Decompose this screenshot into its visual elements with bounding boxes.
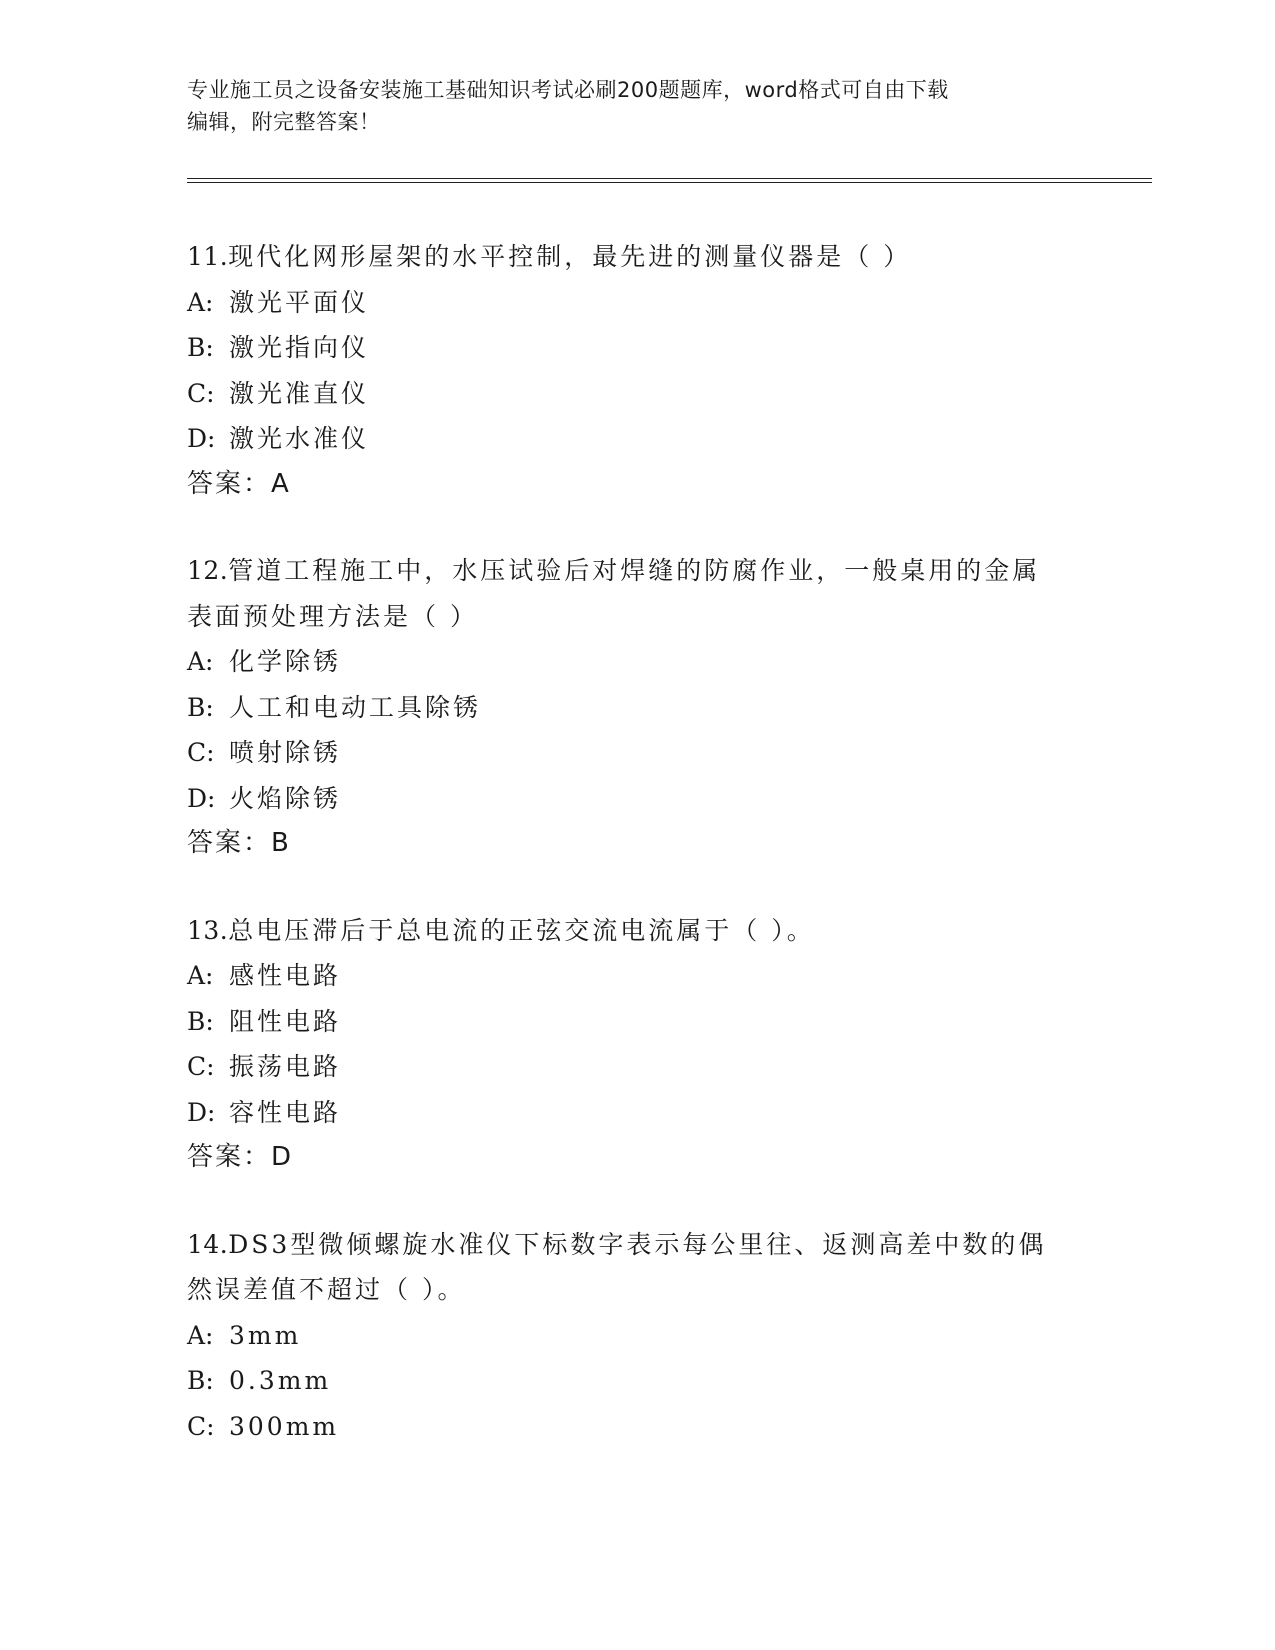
answer-label: 答案： xyxy=(187,1142,272,1172)
option-item xyxy=(187,1404,1087,1450)
question-number: 13. xyxy=(187,915,229,945)
answer-line xyxy=(187,462,1087,508)
option-item xyxy=(187,416,1087,462)
question-stem xyxy=(187,548,1087,594)
answer-value: B xyxy=(271,828,289,858)
answer-label: 答案： xyxy=(187,468,272,499)
option-item xyxy=(187,639,1087,685)
option-text: 0.3mm xyxy=(229,1366,332,1395)
option-text: 化学除锈 xyxy=(229,647,342,676)
option-key: B: xyxy=(187,1366,214,1395)
question-stem-continued xyxy=(187,1267,1087,1313)
header-line-2: 编辑，附完整答案！ xyxy=(187,110,381,134)
answer-value: A xyxy=(271,468,289,499)
option-text: 激光水准仪 xyxy=(229,424,370,453)
option-text: 阻性电路 xyxy=(229,1006,342,1036)
option-item xyxy=(187,325,1087,371)
option-text: 火焰除锈 xyxy=(229,783,342,813)
option-text: 容性电路 xyxy=(229,1097,342,1127)
document-header xyxy=(187,74,1067,138)
option-item xyxy=(187,371,1087,417)
answer-label: 答案： xyxy=(187,828,272,858)
option-key: C: xyxy=(187,378,215,408)
option-key: A: xyxy=(187,1320,214,1350)
answer-line xyxy=(187,821,1087,867)
option-key: A: xyxy=(187,961,214,990)
option-key: C: xyxy=(187,1052,215,1081)
option-text: 3mm xyxy=(229,1320,302,1350)
option-item xyxy=(187,1358,1087,1404)
question-number: 12. xyxy=(187,556,229,585)
option-text: 喷射除锈 xyxy=(229,738,342,767)
option-key: C: xyxy=(187,738,215,767)
question-block xyxy=(187,1222,1087,1450)
option-key: A: xyxy=(187,287,214,317)
option-item xyxy=(187,730,1087,776)
option-item xyxy=(187,280,1087,326)
option-text: 振荡电路 xyxy=(229,1052,342,1081)
option-text: 激光平面仪 xyxy=(229,287,370,317)
question-stem xyxy=(187,234,1087,280)
question-text: 表面预处理方法是（ ） xyxy=(187,601,478,631)
option-text: 感性电路 xyxy=(229,961,342,990)
option-key: B: xyxy=(187,1006,214,1036)
option-key: D: xyxy=(187,424,216,453)
option-key: C: xyxy=(187,1411,215,1441)
question-number: 14. xyxy=(187,1229,229,1259)
option-item xyxy=(187,1044,1087,1090)
option-text: 300mm xyxy=(229,1411,340,1441)
option-item xyxy=(187,776,1087,822)
question-block xyxy=(187,548,1087,867)
option-text: 激光准直仪 xyxy=(229,378,370,408)
option-item xyxy=(187,1313,1087,1359)
option-key: D: xyxy=(187,1097,216,1127)
option-key: B: xyxy=(187,692,214,722)
option-text: 激光指向仪 xyxy=(229,333,370,362)
question-text: 管道工程施工中，水压试验后对焊缝的防腐作业，一般桌用的金属 xyxy=(228,556,1041,585)
question-stem xyxy=(187,908,1087,954)
option-key: B: xyxy=(187,333,214,362)
question-stem-continued xyxy=(187,594,1087,640)
question-block xyxy=(187,908,1087,1181)
header-line-1: 专业施工员之设备安装施工基础知识考试必刷200题题库，word格式可自由下载 xyxy=(187,78,949,102)
question-list xyxy=(187,234,1087,1490)
answer-value: D xyxy=(271,1142,292,1172)
question-text: 然误差值不超过（ ）。 xyxy=(187,1275,466,1304)
question-stem xyxy=(187,1222,1087,1268)
header-divider xyxy=(187,178,1152,179)
option-text: 人工和电动工具除锈 xyxy=(229,692,482,722)
question-number: 11. xyxy=(187,242,229,271)
option-item xyxy=(187,999,1087,1045)
question-text: 现代化网形屋架的水平控制，最先进的测量仪器是（ ） xyxy=(228,242,912,271)
option-item xyxy=(187,1090,1087,1136)
question-text: DS3型微倾螺旋水准仪下标数字表示每公里往、返测高差中数的偶 xyxy=(228,1229,1047,1259)
option-item xyxy=(187,953,1087,999)
option-key: A: xyxy=(187,647,214,676)
option-item xyxy=(187,685,1087,731)
answer-line xyxy=(187,1135,1087,1181)
question-block xyxy=(187,234,1087,507)
question-text: 总电压滞后于总电流的正弦交流电流属于（ ）。 xyxy=(228,915,815,945)
option-key: D: xyxy=(187,783,216,813)
header-divider-secondary xyxy=(187,182,1152,183)
